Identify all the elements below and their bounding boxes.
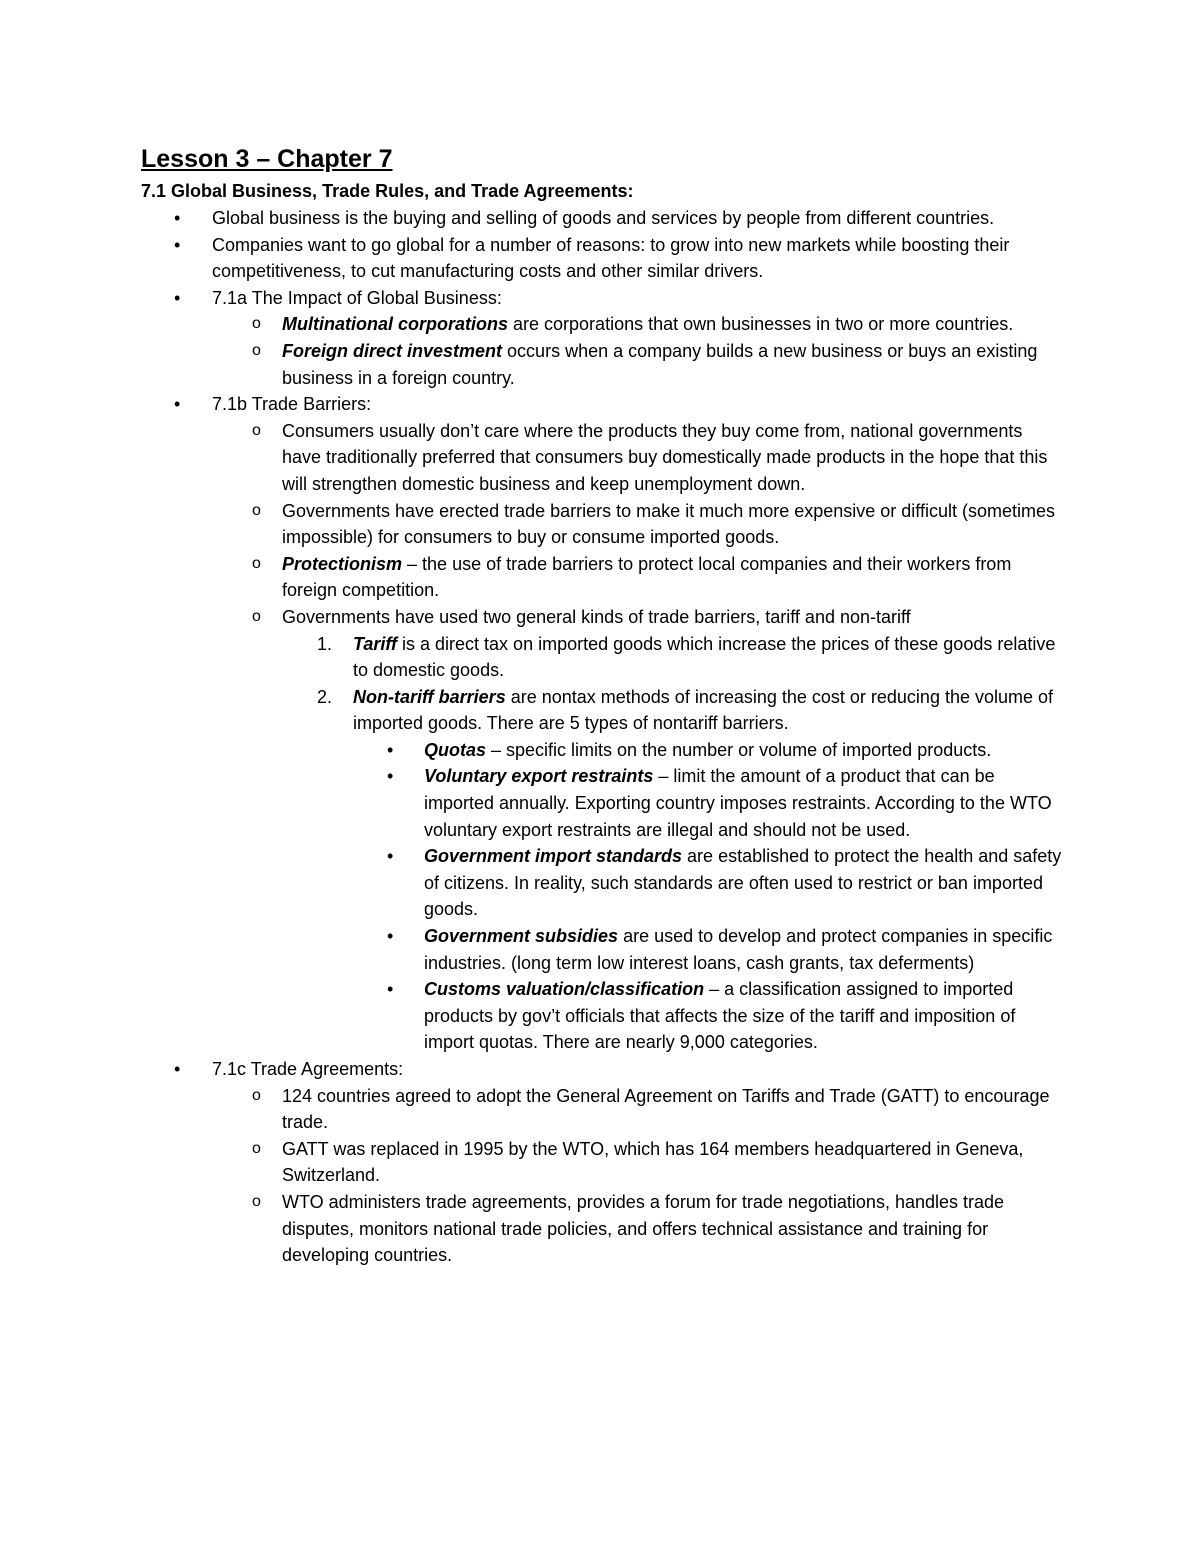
item-text: Consumers usually don’t care where the products they buy come from, national governments have traditionally preferred that consumers buy domestically made products in the hope that this will strengthen domestic business and keep unemployment down.: [282, 420, 1048, 494]
list-item: [141, 551, 1066, 604]
numbered-item: [141, 684, 1066, 737]
item-text: Governments have used two general kinds of trade barriers, tariff and non-tariff: [282, 606, 911, 627]
list-item: [141, 1083, 1066, 1136]
list-item: [141, 311, 1066, 338]
item-text: – a classification assigned to imported products by gov’t officials that affects the size of the tariff and imposition of import quotas. There are nearly 9,000 categories.: [424, 979, 1016, 1053]
item-text: Companies want to go global for a number of reasons: to grow into new markets while boosting their competitiveness, to cut manufacturing costs and other similar drivers.: [212, 234, 1010, 282]
circle-marker: o: [252, 607, 261, 625]
circle-marker: o: [252, 315, 261, 333]
bullet-marker: •: [387, 926, 394, 947]
list-item: [141, 338, 1066, 391]
list-item: [141, 285, 1066, 312]
term: Government subsidies: [424, 926, 619, 947]
bullet-marker: •: [174, 1059, 181, 1079]
circle-marker: o: [252, 501, 261, 519]
circle-marker: o: [252, 341, 261, 359]
list-item: [141, 498, 1066, 551]
bullet-marker: •: [387, 739, 394, 760]
subsection-heading: 7.1a The Impact of Global Business:: [212, 287, 502, 308]
list-item: [141, 763, 1066, 843]
item-text: 124 countries agreed to adopt the General Agreement on Tariffs and Trade (GATT) to encourage trade.: [282, 1085, 1050, 1133]
page-title: Lesson 3 – Chapter 7: [141, 145, 393, 173]
list-item: [141, 737, 1066, 764]
list-item: [141, 604, 1066, 631]
document-page: [141, 140, 1066, 1269]
term: Government import standards: [424, 846, 683, 867]
bullet-marker: •: [174, 234, 181, 255]
list-item: [141, 391, 1066, 418]
number-marker: 2.: [317, 686, 333, 707]
bullet-marker: •: [174, 208, 181, 228]
subsection-heading: 7.1c Trade Agreements:: [212, 1059, 404, 1079]
term: Protectionism: [282, 553, 403, 574]
bullet-marker: •: [174, 394, 181, 415]
bullet-marker: •: [387, 979, 394, 1000]
item-text: – limit the amount of a product that can be imported annually. Exporting country imposes restraints. According to the WTO voluntary export restraints are illegal and should not be used.: [424, 766, 1052, 840]
term: Non-tariff barriers: [353, 686, 506, 707]
list-item: [141, 232, 1066, 285]
item-text: are corporations that own businesses in two or more countries.: [508, 314, 1014, 335]
circle-marker: o: [252, 554, 261, 572]
term: Foreign direct investment: [282, 340, 503, 361]
bullet-marker: •: [387, 846, 394, 867]
circle-marker: o: [252, 1139, 261, 1157]
circle-marker: o: [252, 1192, 261, 1210]
term: Customs valuation/classification: [424, 979, 705, 1000]
item-text: occurs when a company builds a new business or buys an existing business in a foreign country.: [282, 340, 1038, 388]
bullet-marker: •: [174, 287, 181, 308]
list-item: [141, 1056, 1066, 1083]
item-text: WTO administers trade agreements, provides a forum for trade negotiations, handles trade disputes, monitors national trade policies, and offers technical assistance and training for developing countries.: [282, 1191, 1005, 1266]
item-text: are nontax methods of increasing the cost or reducing the volume of imported goods. There are 5 types of nontariff barriers.: [353, 686, 1054, 734]
item-text: – specific limits on the number or volume of imported products.: [486, 739, 992, 760]
numbered-item: [141, 631, 1066, 684]
circle-marker: o: [252, 1086, 261, 1104]
list-item: [141, 923, 1066, 976]
number-marker: 1.: [317, 633, 333, 654]
list-item: [141, 843, 1066, 923]
list-item: [141, 1136, 1066, 1189]
item-text: Global business is the buying and selling of goods and services by people from different countries.: [212, 208, 995, 228]
list-item: [141, 976, 1066, 1056]
item-text: Governments have erected trade barriers to make it much more expensive or difficult (sometimes impossible) for consumers to buy or consume imported goods.: [282, 500, 1055, 548]
circle-marker: o: [252, 421, 261, 439]
section-heading: 7.1 Global Business, Trade Rules, and Trade Agreements:: [141, 181, 634, 201]
item-text: GATT was replaced in 1995 by the WTO, which has 164 members headquartered in Geneva, Switzerland.: [282, 1138, 1024, 1186]
term: Tariff: [353, 633, 398, 654]
list-item: [141, 418, 1066, 498]
list-item: [141, 205, 1066, 232]
item-text: is a direct tax on imported goods which increase the prices of these goods relative to domestic goods.: [353, 633, 1056, 681]
term: Voluntary export restraints: [424, 766, 654, 787]
subsection-heading: 7.1b Trade Barriers:: [212, 394, 372, 415]
bullet-marker: •: [387, 766, 394, 787]
item-text: are established to protect the health and safety of citizens. In reality, such standards are often used to restrict or ban imported goods.: [424, 846, 1062, 920]
item-text: are used to develop and protect companies in specific industries. (long term low interest loans, cash grants, tax deferments): [424, 926, 1053, 973]
term: Quotas: [424, 739, 487, 760]
term: Multinational corporations: [282, 314, 509, 335]
item-text: – the use of trade barriers to protect local companies and their workers from foreign competition.: [282, 553, 1012, 601]
list-item: [141, 1189, 1066, 1269]
